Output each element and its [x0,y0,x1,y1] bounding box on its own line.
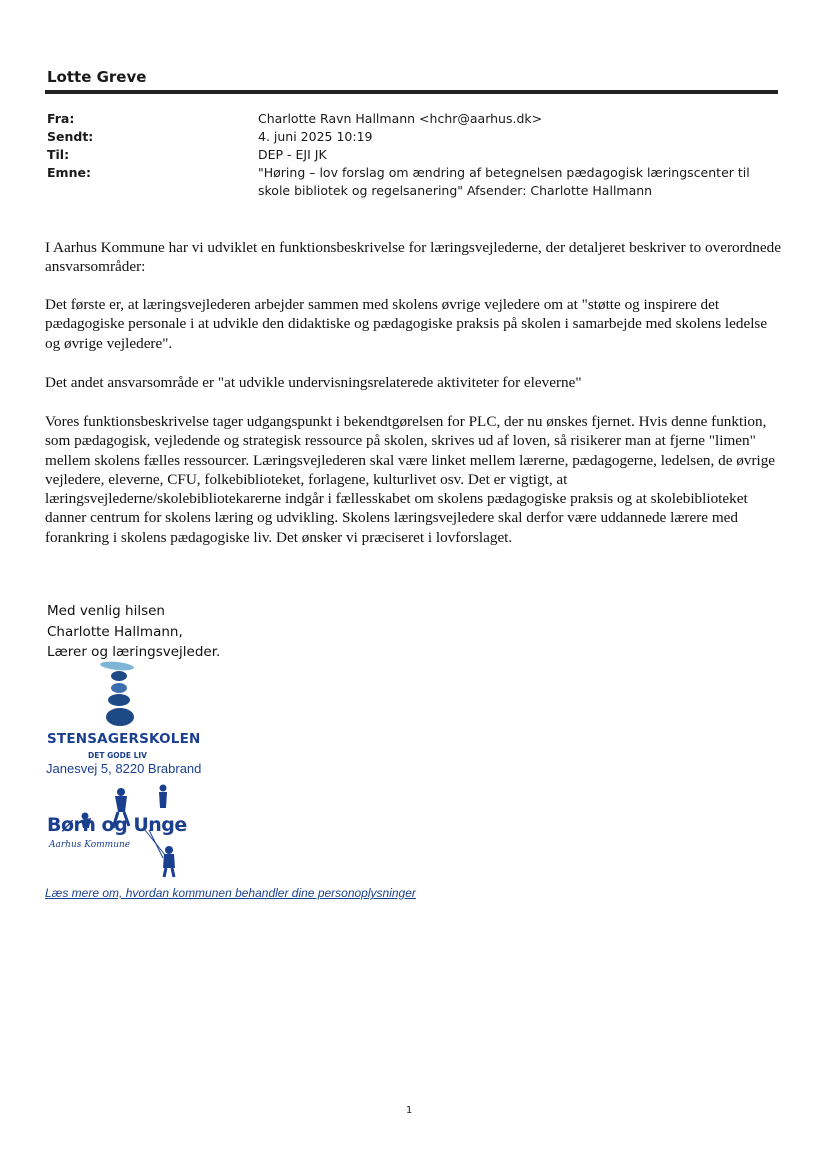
school-address: Janesvej 5, 8220 Brabrand [46,761,202,776]
body-paragraph-2: Det første er, at læringsvejlederen arbejder sammen med skolens øvrige vejledere om at "støtte og inspirere det pædagogiske personale i at udvikle den didaktiske og pædagogiske praksis på skolen i samarbejde med skolens ledelse og øvrige vejledere". [45,296,768,352]
from-label: Fra: [47,111,75,126]
school-name: STENSAGERSKOLEN [47,731,201,747]
stone-stack-logo-icon [95,660,145,730]
sent-label: Sendt: [47,129,94,144]
sender-name: Lotte Greve [47,68,147,86]
body-paragraph-3: Det andet ansvarsområde er "at udvikle undervisningsrelaterede aktiviteter for eleverne" [45,374,582,391]
sent-value: 4. juni 2025 10:19 [258,129,373,144]
to-label: Til: [47,147,70,162]
privacy-link[interactable]: Læs mere om, hvordan kommunen behandler dine personoplysninger [45,886,416,900]
body-paragraph-4: Vores funktionsbeskrivelse tager udgangspunkt i bekendtgørelsen for PLC, der nu ønskes fjernet. Hvis denne funktion, som pædagogisk, vejledende og strategisk ressource på skolen, skrives ud af loven, så risikerer man at fjerne "limen" mellem skolens fælles ressourcer. Læringsvejlederen skal være linket mellem lærerne, pædagogerne, ledelsen, de øvrige vejledere, eleverne, CFU, folkebiblioteket, forlagene, kulturlivet osv. Det er vigtigt, at læringsvejlederne/skolebibliotekarerne indgår i fællesskabet om skolens pædagogiske praksis og at skolebiblioteket danner centrum for skolens læring og udvikling. Skolens læringsvejledere skal derfor være uddannede lærere med forankring i skolens pædagogiske liv. Det ønsker vi præciseret i lovforslaget. [45,413,776,546]
to-value: DEP - EJI JK [258,147,327,162]
page-number: 1 [406,1105,413,1116]
body-paragraph-1: I Aarhus Kommune har vi udviklet en funktionsbeskrivelse for læringsvejlederne, der detaljeret beskriver to overordnede ansvarsområder: [45,239,781,276]
subject-label: Emne: [47,165,91,180]
from-value: Charlotte Ravn Hallmann <hchr@aarhus.dk> [258,111,543,126]
signature-title: Lærer og læringsvejleder. [47,644,221,660]
aarhus-kommune-wordmark: Aarhus Kommune [49,840,131,850]
signature-name: Charlotte Hallmann, [47,624,183,640]
subject-value: "Høring – lov forslag om ændring af betegnelsen pædagogisk læringscenter til skole bibliotek og regelsanering" Afsender: Charlotte Hallmann [258,165,750,198]
boern-og-unge-logo [45,780,205,880]
boern-og-unge-wordmark: Børn og Unge [47,814,187,836]
signature-greeting: Med venlig hilsen [47,603,165,619]
school-tagline: DET GODE LIV [88,751,147,760]
header-rule [45,90,778,94]
